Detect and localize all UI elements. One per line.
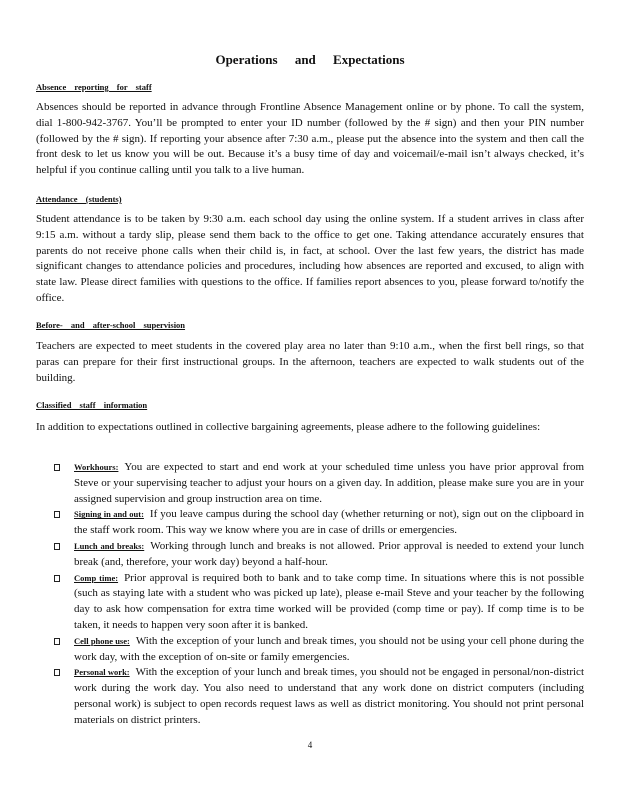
item-label: Signing in and out: xyxy=(74,509,144,520)
item-text: With the exception of your lunch and break times, you should not be using your cell phone during the work day, with the exception of on-site or family emergencies. xyxy=(74,634,584,663)
bullet-box-icon xyxy=(54,543,60,550)
item-label: Lunch and breaks: xyxy=(74,540,145,551)
bullet-box-icon xyxy=(54,511,60,518)
item-label: Workhours: xyxy=(74,462,119,472)
bullet-box-icon xyxy=(54,638,60,645)
list-item xyxy=(54,665,584,728)
item-label: Comp time: xyxy=(74,572,119,583)
list-item xyxy=(54,634,584,666)
list-item xyxy=(54,571,584,634)
item-text: With the exception of your lunch and break times, you should not be engaged in personal/non-district work during the work day. You also need to understand that any work done on district computers (including personal work) is subject to open records request laws as well as district monitoring. You should not print personal materials on district printers. xyxy=(74,666,584,726)
section-body-absence: Absences should be reported in advance through Frontline Absence Management online or by phone. To call the system, dial 1-800-942-3767. You’ll be prompted to enter your ID number (followed by the # sign) and then your PIN number (followed by the # sign). If reporting your absence after 7:30 a.m., please put the absence into the system and then call the front desk to let us know you will be out. Because it’s a busy time of day and voicemail/e-mail isn’t always checked, it’s helpful if you continue calling until you talk to a live human. xyxy=(36,101,584,177)
section-heading-attendance: Attendance (students) xyxy=(36,194,122,204)
item-text: You are expected to start and end work at your scheduled time unless you have prior approval from Steve or your supervising teacher to adjust your hours on a given day. In addition, please make sure you are in your assigned supervision and group instruction area on time. xyxy=(74,461,584,505)
bullet-box-icon xyxy=(54,464,60,471)
item-text: Prior approval is required both to bank and to take comp time. In situations where this is not possible (such as staying late with a student who was picked up late), please e-mail Steve and your teacher by the following day to ask how compensation for extra time worked will be provided (comp time or pay). If comp time is to be taken, it needs to happen very soon after it is banked. xyxy=(74,571,584,631)
list-item xyxy=(54,539,584,571)
bullet-box-icon xyxy=(54,669,60,676)
section-body-supervision: Teachers are expected to meet students in the covered play area no later than 9:10 a.m., when the first bell rings, so that paras can prepare for their first instructional groups. In the afternoon, teachers are expected to walk students out of the building. xyxy=(36,340,584,384)
classified-guidelines-list xyxy=(54,460,584,729)
bullet-box-icon xyxy=(54,575,60,582)
section-heading-classified: Classified staff information xyxy=(36,400,148,410)
item-label: Personal work: xyxy=(74,667,130,678)
page-title: Operations and Expectations xyxy=(215,52,405,67)
section-body-attendance: Student attendance is to be taken by 9:30 a.m. each school day using the online system. If a student arrives in class after 9:15 a.m. without a tardy slip, please send them back to the office to get one. Taking attendance accurately ensures that parents do not receive phone calls when their child is, in fact, at school. Over the last few years, the district has made significant changes to attendance policies and procedures, including how absences are reported and excused, to align with state law. Please direct families with questions to the office. If families report absences to you, please forward to/notify the office. xyxy=(36,213,584,304)
section-intro-classified: In addition to expectations outlined in collective bargaining agreements, please adhere to the following guidelines: xyxy=(36,421,541,433)
item-text: Working through lunch and breaks is not allowed. Prior approval is needed to extend your lunch break (and, therefore, your work day) beyond a half-hour. xyxy=(74,539,584,568)
list-item xyxy=(54,507,584,539)
item-text: If you leave campus during the school day (whether returning or not), sign out on the clipboard in the staff work room. This way we know where you are in case of drills or emergencies. xyxy=(74,508,584,537)
section-heading-absence: Absence reporting for staff xyxy=(36,82,152,92)
section-heading-supervision: Before- and after-school supervision xyxy=(36,320,186,330)
page-number: 4 xyxy=(307,740,313,750)
list-item xyxy=(54,460,584,507)
item-label: Cell phone use: xyxy=(74,635,130,646)
